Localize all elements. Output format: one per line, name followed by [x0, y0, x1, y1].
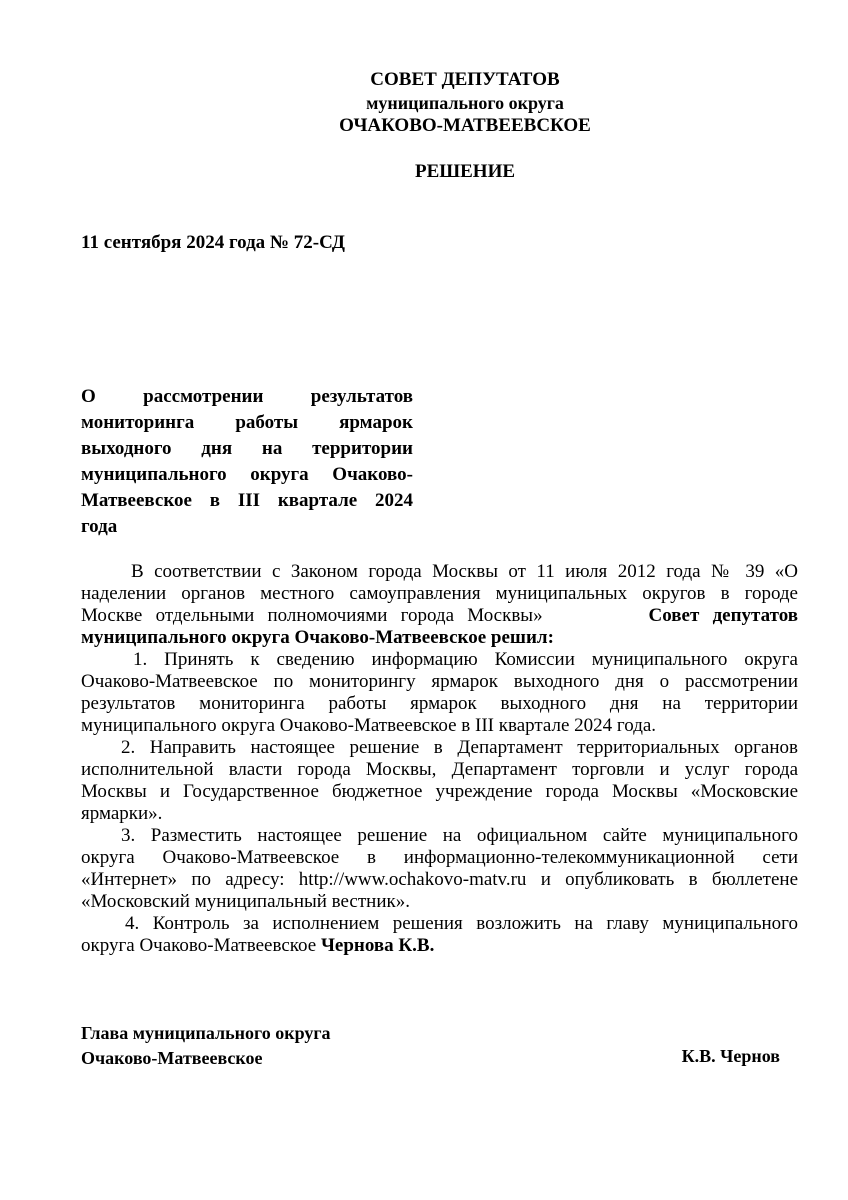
item-1-line: 1. Принять к сведению информацию Комиссии муниципального округа: [133, 649, 798, 670]
item-2-line: 2. Направить настоящее решение в Департамент территориальных органов: [121, 737, 798, 758]
preamble-text: Москве отдельными полномочиями города Москвы»: [81, 605, 543, 626]
subject-line: года: [81, 516, 118, 537]
council-phrase: Совет депутатов: [648, 605, 798, 626]
signatory-name: К.В. Чернов: [681, 1046, 780, 1066]
item-4-line: [81, 935, 798, 957]
decision-body: [81, 561, 798, 957]
item-2-line: ярмарки».: [81, 803, 163, 824]
district-name: ОЧАКОВО-МАТВЕЕВСКОЕ: [339, 115, 591, 136]
item-3-line: округа Очаково-Матвеевское в информационно-телекоммуникационной сети: [81, 847, 798, 868]
preamble-line: [81, 605, 798, 627]
item-3-line: 3. Разместить настоящее решение на официальном сайте муниципального: [121, 825, 798, 846]
decided-phrase: муниципального округа Очаково-Матвеевское решил:: [81, 627, 554, 648]
item-3-line: «Московский муниципальный вестник».: [81, 891, 410, 912]
subject-line: Матвеевское в III квартале 2024: [81, 490, 413, 511]
signatory-title: Глава муниципального округа: [81, 1023, 331, 1043]
document-type: РЕШЕНИЕ: [414, 161, 516, 182]
subject-line: выходного дня на территории: [81, 438, 413, 459]
preamble-line: В соответствии с Законом города Москвы от 11 июля 2012 года № 39 «О: [131, 561, 798, 582]
item-2-line: исполнительной власти города Москвы, Департамент торговли и услуг города: [81, 759, 798, 780]
subject-line: О рассмотрении результатов: [81, 386, 413, 407]
preamble-line: наделении органов местного самоуправления муниципальных округов в городе: [81, 583, 798, 604]
item-1-line: Очаково-Матвеевское по мониторингу ярмарок выходного дня о рассмотрении: [81, 671, 798, 692]
item-2-line: Москвы и Государственное бюджетное учреждение города Москвы «Московские: [81, 781, 798, 802]
item-1-line: муниципального округа Очаково-Матвеевское в III квартале 2024 года.: [81, 715, 657, 736]
decision-subject: [81, 384, 413, 540]
signature-block: [81, 1021, 331, 1071]
item-1-line: результатов мониторинга работы ярмарок выходного дня на территории: [81, 693, 798, 714]
date-number: 11 сентября 2024 года № 72-СД: [81, 232, 345, 253]
item-3-line: «Интернет» по адресу: http://www.ochakovo-matv.ru и опубликовать в бюллетене: [81, 869, 798, 890]
subject-line: мониторинга работы ярмарок: [81, 412, 413, 433]
item-4-line: 4. Контроль за исполнением решения возложить на главу муниципального: [125, 913, 798, 934]
item-4-text: округа Очаково-Матвеевское: [81, 935, 317, 956]
district-subtitle: муниципального округа: [366, 93, 564, 113]
subject-line: муниципального округа Очаково-: [81, 464, 413, 485]
responsible-person: Чернова К.В.: [320, 935, 435, 956]
council-title: СОВЕТ ДЕПУТАТОВ: [370, 69, 560, 90]
signatory-district: Очаково-Матвеевское: [81, 1048, 263, 1068]
